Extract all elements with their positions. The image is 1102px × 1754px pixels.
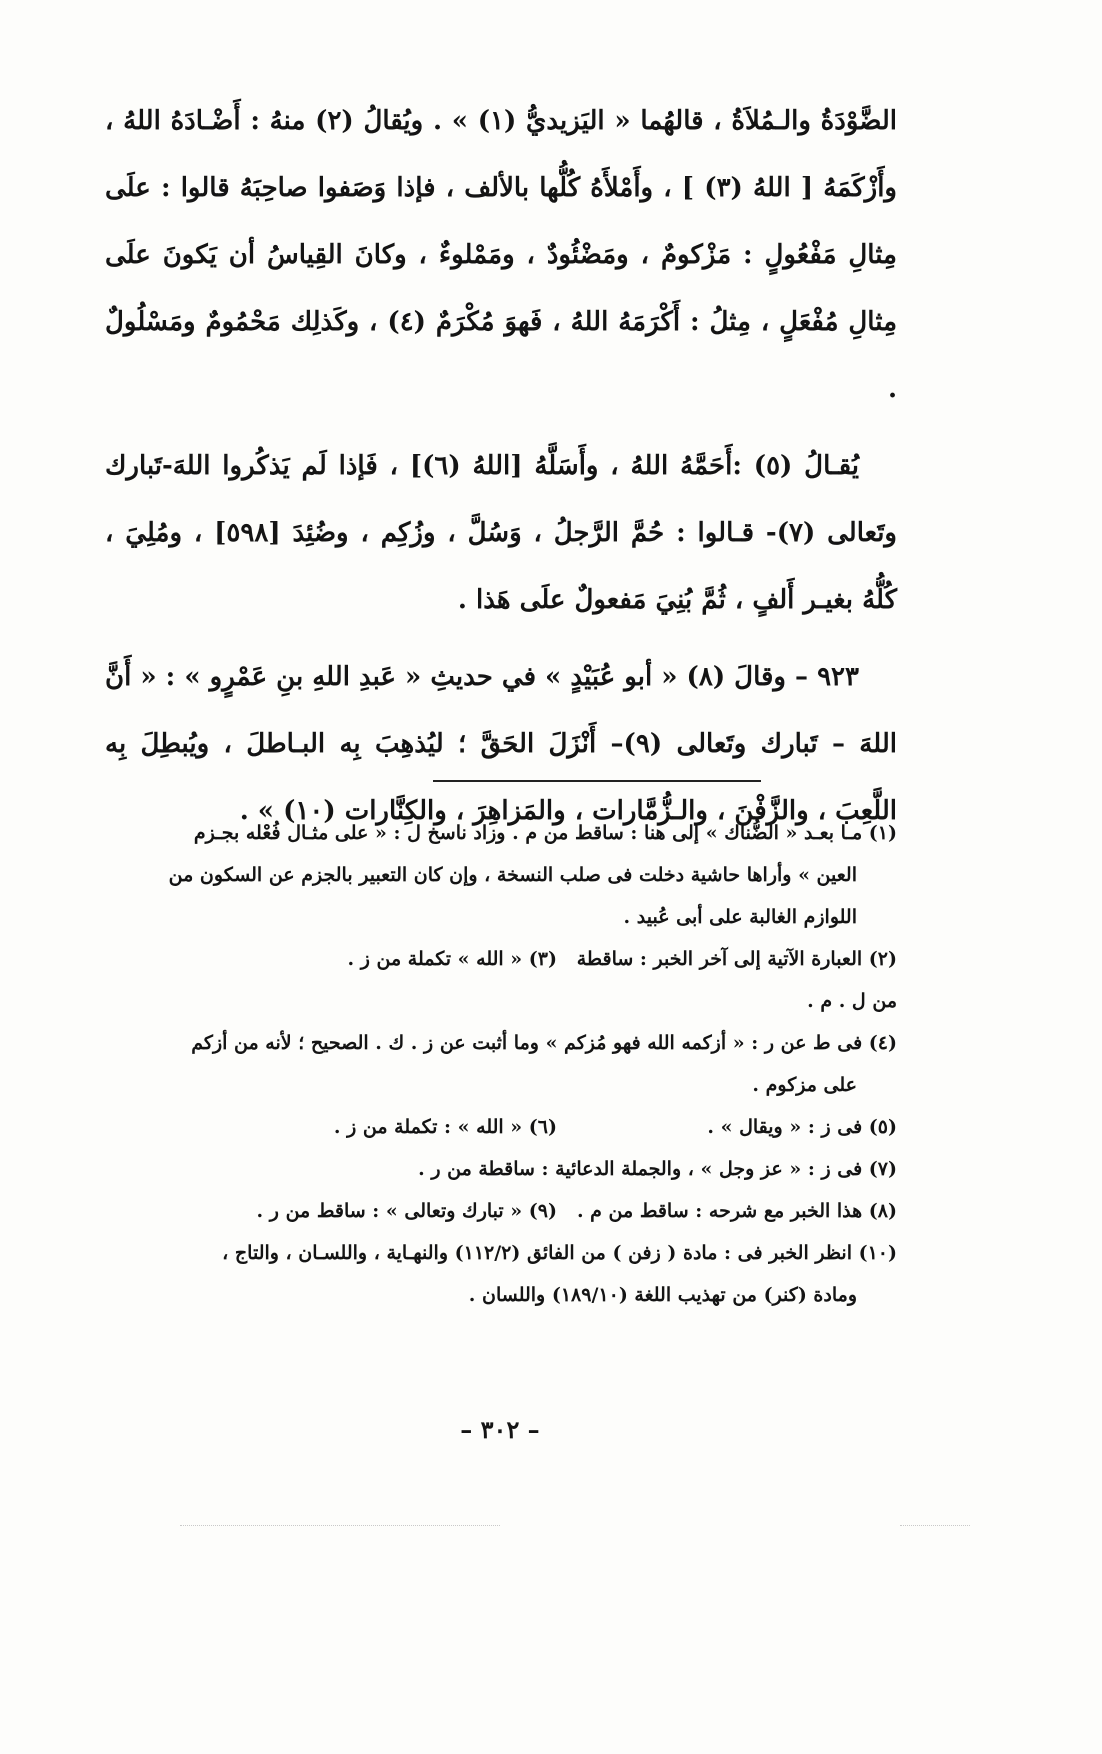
footnote-2: (٢) العبارة الآتية إلى آخر الخبر : ساقطة من ل . م . — [576, 948, 897, 1012]
footnote-9: (٩) « تبارك وتعالى » : ساقط من ر . — [256, 1200, 557, 1222]
page-number: – ٣٠٢ – — [460, 1415, 540, 1444]
footnote-separator — [433, 780, 761, 782]
footnote-row-5-6 — [105, 1106, 897, 1148]
footnote-row-8-9 — [105, 1190, 897, 1232]
scan-artifact — [900, 1525, 970, 1530]
paragraph-2: يُقـالُ (٥) :أَحَمَّهُ اللهُ ، وأَسَلَّهُ [اللهُ (٦)] ، فَإذا لَم يَذكُروا اللهَ-تَبارك وتَعالى (٧)- قـالوا : حُمَّ الرَّجلُ ، وَسُلَّ ، وزُكِم ، وضُئِدَ [٥٩٨] ، ومُلِيَ ، كُلُّهُ بغيـر أَلفٍ ، ثُمَّ بُنِيَ مَفعولٌ علَى هَذا . — [105, 451, 897, 615]
footnote-5: (٥) فى ز : « ويقال » . — [707, 1116, 897, 1138]
footnote-10-line-2: ومادة (كنر) من تهذيب اللغة (١٨٩/١٠) واللسان . — [468, 1284, 857, 1306]
paragraph-1: الضَّوْدَةُ والـمُلاَةُ ، قالهُما « اليَزيديُّ (١) » . ويُقالُ (٢) منهُ : أَضْـادَهُ اللهُ ، وأَزْكَمَهُ [ اللهُ (٣) ] ، وأَمْلأَهُ كُلُّها بالألف ، فإذا وَصَفوا صاحِبَهُ قالوا : علَى مِثالِ مَفْعُولٍ : مَزْكومٌ ، ومَضْئُودٌ ، ومَمْلوءٌ ، وكانَ القِياسُ أن يَكونَ علَى مِثالِ مُفْعَلٍ ، مِثلُ : أَكْرَمَهُ اللهُ ، فَهوَ مُكْرَمٌ (٤) ، وكَذلِك مَحْمُومٌ ومَسْلُولٌ . — [105, 106, 898, 404]
footnote-4-line-2: على مزكوم . — [752, 1074, 857, 1096]
footnotes — [105, 812, 897, 1316]
footnote-4-line-1: (٤) فى ط عن ر : « أزكمه الله فهو مُزكم » وما أثبت عن ز . ك . الصحيح ؛ لأنه من أزكم — [191, 1032, 897, 1054]
footnote-3: (٣) « الله » تكملة من ز . — [347, 948, 557, 970]
footnote-1-line-3: اللوازم الغالبة على أبى عُبيد . — [623, 906, 857, 928]
footnote-1-line-1: (١) مـا بعـد « الضُّناك » إلى هنا : ساقط من م . وزاد ناسخ ل : « على مثـال فُعْله بجـزم — [193, 822, 897, 844]
main-text — [105, 88, 897, 845]
footnote-7: (٧) فى ز : « عز وجل » ، والجملة الدعائية : ساقطة من ر . — [418, 1158, 897, 1180]
footnote-10-line-1: (١٠) انظر الخبر فى : مادة ( زفن ) من الفائق (١١٢/٢) والنهـاية ، واللسـان ، والتاج ، — [222, 1242, 897, 1264]
footnote-row-2-3 — [105, 938, 897, 1022]
footnote-1-line-2: العين » وأراها حاشية دخلت فى صلب النسخة ، وإن كان التعبير بالجزم عن السكون من — [168, 864, 857, 886]
footnote-8: (٨) هذا الخبر مع شرحه : ساقط من م . — [576, 1200, 897, 1222]
paragraph-3: ٩٢٣ – وقالَ (٨) « أبو عُبَيْدٍ » في حديثِ « عَبدِ اللهِ بنِ عَمْرٍو » : « أَنَّ اللهَ – تَبارك وتَعالى (٩)– أَنْزَلَ الحَقَّ ؛ ليُذهِبَ بِه البـاطلَ ، ويُبطِلَ بِه اللَّعِبَ ، والزَّفْنَ ، والـزُّمَّارات ، والمَزاهِرَ ، والكِنَّارات (١٠) » . — [105, 662, 897, 826]
footnote-6: (٦) « الله » : تكملة من ز . — [333, 1116, 557, 1138]
scan-artifact — [180, 1525, 500, 1530]
